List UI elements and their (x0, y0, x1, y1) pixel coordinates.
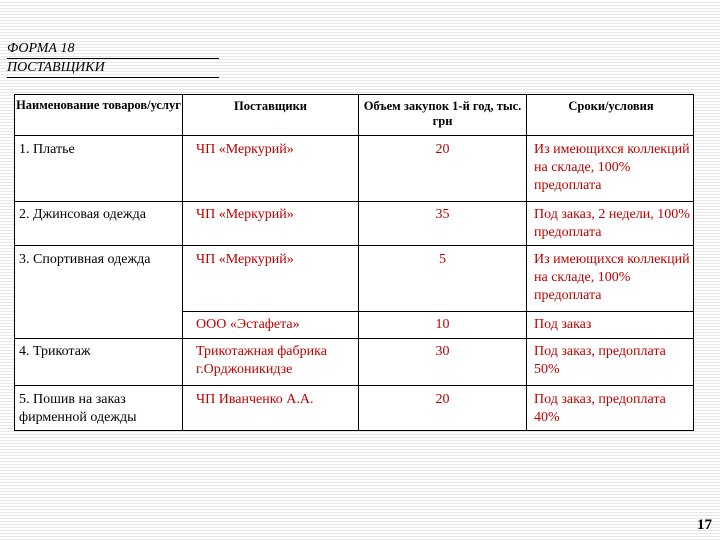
header-product: Наименование товаров/услуг (16, 98, 181, 112)
row4-terms: Под заказ, предоплата 50% (534, 344, 666, 377)
row2-supplier: ЧП «Меркурий» (196, 207, 294, 222)
table-divider (182, 311, 693, 312)
row3-product: 3. Спортивная одежда (19, 252, 151, 267)
table-divider (15, 385, 693, 386)
suppliers-table (14, 94, 694, 431)
form-header (7, 40, 219, 78)
row3b-volume: 10 (435, 317, 450, 332)
form-number: ФОРМА 18 (7, 40, 219, 59)
row5-volume: 20 (435, 392, 450, 407)
header-suppliers: Поставщики (234, 99, 307, 113)
form-title: ПОСТАВЩИКИ (7, 59, 219, 78)
row3b-supplier: ООО «Эстафета» (196, 317, 300, 332)
table-divider (526, 95, 527, 430)
table-divider (15, 338, 693, 339)
header-terms: Сроки/условия (568, 99, 654, 113)
row4-volume: 30 (435, 344, 450, 359)
row1-terms: Из имеющихся коллекций на складе, 100% предоплата (534, 142, 690, 193)
table-divider (15, 245, 693, 246)
row4-supplier: Трикотажная фабрика г.Орджоникидзе (196, 344, 327, 377)
row2-volume: 35 (435, 207, 450, 222)
row4-product: 4. Трикотаж (19, 344, 91, 359)
row3-supplier: ЧП «Меркурий» (196, 252, 294, 267)
header-volume: Объем закупок 1-й год, тыс. грн (363, 99, 522, 128)
row1-product: 1. Платье (19, 142, 75, 157)
row3-volume: 5 (439, 252, 446, 267)
row5-supplier: ЧП Иванченко А.А. (196, 392, 314, 407)
table-divider (182, 95, 183, 430)
row1-supplier: ЧП «Меркурий» (196, 142, 294, 157)
page-number: 17 (697, 517, 712, 533)
row3-terms: Из имеющихся коллекций на складе, 100% предоплата (534, 252, 690, 303)
row3b-terms: Под заказ (534, 317, 592, 332)
row2-terms: Под заказ, 2 недели, 100% предоплата (534, 207, 690, 240)
row1-volume: 20 (435, 142, 450, 157)
row5-terms: Под заказ, предоплата 40% (534, 392, 666, 425)
row5-product: 5. Пошив на заказ фирменной одежды (19, 392, 137, 425)
table-divider (15, 135, 693, 136)
row2-product: 2. Джинсовая одежда (19, 207, 146, 222)
table-divider (15, 201, 693, 202)
